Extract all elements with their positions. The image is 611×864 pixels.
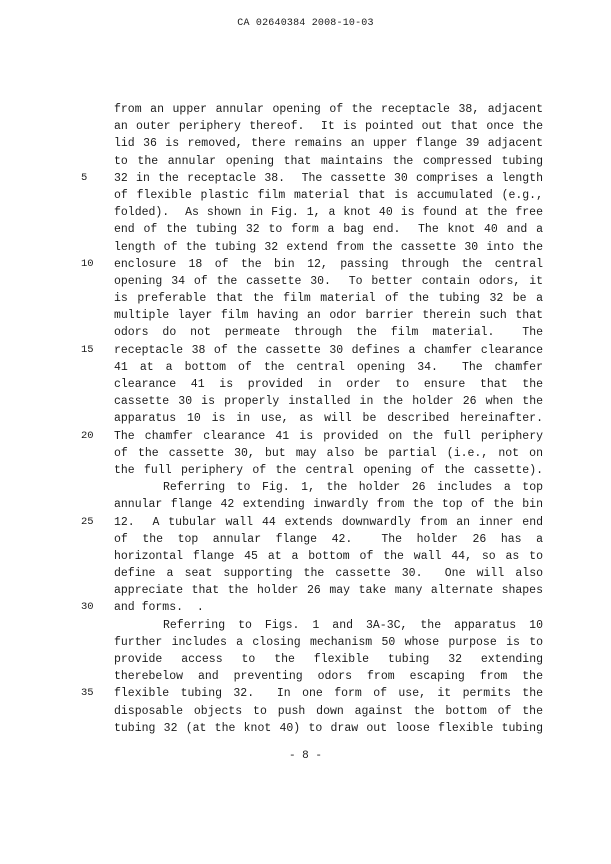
margin-line-number: [80, 496, 114, 513]
text-line: [80, 221, 543, 238]
line-text: The chamfer clearance 41 is provided on the full periphery: [114, 429, 543, 443]
line-text: multiple layer film having an odor barrier therein such that: [114, 309, 543, 323]
margin-line-number: [80, 548, 114, 565]
margin-line-number: [80, 462, 114, 479]
text-line: [80, 204, 543, 221]
margin-line-number: [80, 290, 114, 307]
line-text: the full periphery of the central opening of the cassette).: [114, 463, 543, 477]
margin-line-number: 10: [81, 257, 94, 270]
text-line: [80, 135, 543, 152]
margin-line-number: 5: [81, 171, 88, 184]
margin-line-number: 30: [81, 601, 94, 614]
line-text: appreciate that the holder 26 may take many alternate shapes: [114, 584, 543, 598]
text-line: [80, 599, 543, 616]
margin-line-number: [80, 221, 114, 238]
margin-line-number: 25: [81, 515, 94, 528]
line-text: 12. A tubular wall 44 extends downwardly from an inner end: [114, 515, 543, 529]
margin-line-number: [80, 668, 114, 685]
text-line: [80, 256, 543, 273]
text-line: [80, 617, 543, 634]
line-text: clearance 41 is provided in order to ensure that the: [114, 378, 543, 391]
line-text: of the top annular flange 42. The holder 26 has a: [114, 532, 543, 546]
text-line: [80, 531, 543, 548]
text-line: [80, 462, 543, 479]
line-text: 41 at a bottom of the central opening 34. The chamfer: [114, 360, 543, 374]
margin-line-number: [80, 634, 114, 651]
margin-line-number: [80, 187, 114, 204]
margin-line-number: 35: [81, 687, 94, 700]
text-line: [80, 565, 543, 582]
margin-line-number: [80, 153, 114, 170]
margin-line-number: [80, 204, 114, 221]
margin-line-number: [80, 531, 114, 548]
text-line: [80, 170, 543, 187]
text-line: [80, 514, 543, 531]
line-text: enclosure 18 of the bin 12, passing through the central: [114, 257, 543, 271]
page-number: - 8 -: [288, 750, 322, 762]
line-text: of flexible plastic film material that is accumulated (e.g.,: [114, 188, 543, 202]
line-text: receptacle 38 of the cassette 30 defines a chamfer clearance: [114, 343, 543, 357]
text-line: [80, 153, 543, 170]
line-text: is preferable that the film material of the tubing 32 be a: [114, 292, 543, 306]
margin-line-number: 15: [81, 343, 94, 356]
text-line: [80, 685, 543, 702]
line-text: tubing 32 (at the knot 40) to draw out loose flexible tubing: [114, 721, 543, 735]
line-text: to the annular opening that maintains the compressed tubing: [114, 154, 543, 168]
text-line: [80, 118, 543, 135]
text-line: [80, 290, 543, 307]
margin-line-number: [80, 324, 114, 341]
line-text: length of the tubing 32 extend from the cassette 30 into the: [114, 240, 543, 254]
text-line: [80, 720, 543, 737]
line-text: lid 36 is removed, there remains an upper flange 39 adjacent: [114, 137, 543, 151]
margin-line-number: [80, 393, 114, 410]
text-line: [80, 324, 543, 341]
margin-line-number: [80, 135, 114, 152]
margin-line-number: [80, 565, 114, 582]
line-text: define a seat supporting the cassette 30. One will also: [114, 567, 543, 581]
line-text: end of the tubing 32 to form a bag end. The knot 40 and a: [114, 223, 543, 237]
text-line: [80, 548, 543, 565]
margin-line-number: [80, 582, 114, 599]
text-line: [80, 410, 543, 427]
line-text: further includes a closing mechanism 50 whose purpose is to: [114, 635, 543, 649]
text-line: [80, 582, 543, 599]
line-text: annular flange 42 extending inwardly from the top of the bin: [114, 498, 543, 512]
text-line: [80, 445, 543, 462]
margin-line-number: [80, 720, 114, 737]
text-line: [80, 393, 543, 410]
text-line: [80, 376, 543, 393]
text-line: [80, 273, 543, 290]
text-line: [80, 496, 543, 513]
margin-line-number: [80, 410, 114, 427]
text-line: [80, 187, 543, 204]
line-text: from an upper annular opening of the receptacle 38, adjacent: [114, 103, 543, 116]
line-text: horizontal flange 45 at a bottom of the wall 44, so as to: [114, 549, 543, 563]
margin-line-number: [80, 445, 114, 462]
line-text: 32 in the receptacle 38. The cassette 30 comprises a length: [114, 171, 543, 185]
text-line: [80, 651, 543, 668]
line-text: Referring to Figs. 1 and 3A-3C, the apparatus 10: [163, 618, 543, 632]
margin-line-number: 20: [81, 429, 94, 442]
margin-line-number: [80, 307, 114, 324]
margin-line-number: [80, 359, 114, 376]
margin-line-number: [80, 479, 114, 496]
line-text: of the cassette 30, but may also be partial (i.e., not on: [114, 446, 543, 460]
margin-line-number: [80, 651, 114, 668]
text-line: [80, 428, 543, 445]
line-text: odors do not permeate through the film material. The: [114, 326, 543, 340]
margin-line-number: [80, 118, 114, 135]
line-text: provide access to the flexible tubing 32 extending: [114, 653, 543, 666]
text-body: [80, 101, 543, 737]
line-text: apparatus 10 is in use, as will be described hereinafter.: [114, 412, 543, 426]
line-text: disposable objects to push down against the bottom of the: [114, 704, 543, 718]
margin-line-number: [80, 239, 114, 256]
line-text: therebelow and preventing odors from escaping from the: [114, 670, 543, 684]
margin-line-number: [80, 376, 114, 393]
text-line: [80, 479, 543, 496]
text-line: [80, 359, 543, 376]
text-line: [80, 634, 543, 651]
line-text: an outer periphery thereof. It is pointed out that once the: [114, 120, 543, 134]
line-text: opening 34 of the cassette 30. To better contain odors, it: [114, 274, 543, 288]
margin-line-number: [80, 273, 114, 290]
line-text: and forms. .: [114, 601, 204, 615]
line-text: flexible tubing 32. In one form of use, it permits the: [114, 687, 543, 701]
document-header: CA 02640384 2008-10-03: [237, 18, 374, 29]
line-text: Referring to Fig. 1, the holder 26 includes a top: [163, 481, 543, 495]
text-line: [80, 307, 543, 324]
margin-line-number: [80, 617, 114, 634]
line-text: cassette 30 is properly installed in the holder 26 when the: [114, 395, 543, 409]
text-line: [80, 101, 543, 118]
text-line: [80, 668, 543, 685]
text-line: [80, 239, 543, 256]
text-line: [80, 342, 543, 359]
text-line: [80, 703, 543, 720]
line-text: folded). As shown in Fig. 1, a knot 40 is found at the free: [114, 206, 543, 220]
margin-line-number: [80, 101, 114, 118]
margin-line-number: [80, 703, 114, 720]
